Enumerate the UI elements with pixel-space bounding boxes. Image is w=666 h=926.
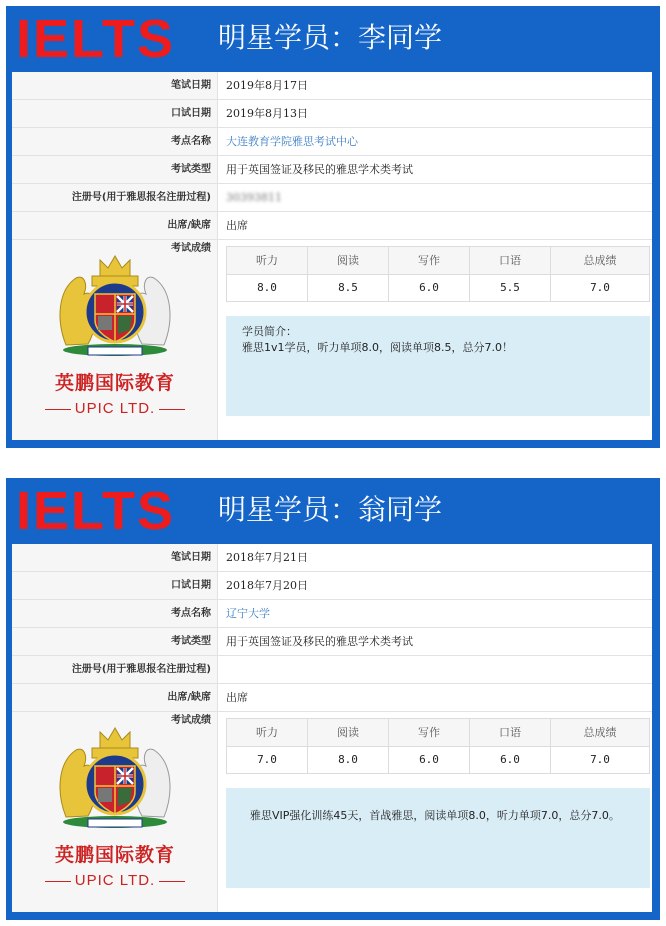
row-registration-number (12, 184, 652, 212)
row-value: 2018年7月20日 (226, 579, 308, 592)
score-header: 阅读 (308, 247, 388, 275)
score-header: 总成绩 (551, 247, 649, 275)
score-overall (551, 247, 649, 301)
row-label: 笔试日期 (12, 72, 218, 99)
student-intro (226, 316, 650, 416)
score-header: 阅读 (308, 719, 388, 747)
ielts-logo: IELTS (16, 481, 176, 541)
card-header (6, 478, 660, 542)
score-writing (389, 247, 470, 301)
brand-chinese: 英鹏国际教育 (54, 372, 175, 394)
row-speaking-date (12, 572, 652, 600)
score-value: 7.0 (590, 753, 610, 766)
score-header: 写作 (389, 247, 469, 275)
row-value: 出席 (226, 219, 248, 232)
intro-text (242, 324, 640, 356)
upic-logo (20, 722, 210, 907)
score-overall (551, 719, 649, 773)
row-label: 考试类型 (12, 628, 218, 655)
row-label: 注册号(用于雅思报名注册过程) (12, 656, 218, 683)
result-table (12, 544, 652, 912)
student-card-1 (6, 6, 660, 448)
score-reading (308, 719, 389, 773)
score-value: 8.5 (338, 281, 358, 294)
score-header: 口语 (470, 719, 550, 747)
score-value: 6.0 (419, 281, 439, 294)
row-label: 口试日期 (12, 572, 218, 599)
score-value: 6.0 (500, 753, 520, 766)
row-value: 2018年7月21日 (226, 551, 308, 564)
registration-number-blurred: 30393811 (226, 191, 282, 204)
score-header: 听力 (227, 719, 307, 747)
score-header: 总成绩 (551, 719, 649, 747)
row-written-date (12, 72, 652, 100)
row-label: 出席/缺席 (12, 684, 218, 711)
score-value: 6.0 (419, 753, 439, 766)
royal-crest-icon (48, 250, 182, 360)
test-centre-link[interactable]: 大连教育学院雅思考试中心 (226, 135, 358, 148)
brand-english (20, 400, 210, 417)
card-header (6, 6, 660, 70)
intro-title: 学员简介： (242, 325, 297, 338)
row-test-centre (12, 128, 652, 156)
brand-english-text: UPIC LTD. (74, 400, 156, 417)
score-label: 考试成绩 (171, 243, 211, 254)
row-value: 2019年8月13日 (226, 107, 308, 120)
row-value: 出席 (226, 691, 248, 704)
row-label: 出席/缺席 (12, 212, 218, 239)
row-test-type (12, 156, 652, 184)
intro-body: 雅思VIP强化训练45天，首战雅思，阅读单项8.0，听力单项7.0，总分7.0。 (250, 809, 620, 822)
student-intro (226, 788, 650, 888)
score-speaking (470, 247, 551, 301)
brand-chinese: 英鹏国际教育 (54, 844, 175, 866)
score-writing (389, 719, 470, 773)
row-label: 口试日期 (12, 100, 218, 127)
score-value: 7.0 (590, 281, 610, 294)
score-reading (308, 247, 389, 301)
row-label: 注册号(用于雅思报名注册过程) (12, 184, 218, 211)
row-label: 考试类型 (12, 156, 218, 183)
score-label: 考试成绩 (171, 715, 211, 726)
test-centre-link[interactable]: 辽宁大学 (226, 607, 270, 620)
row-test-centre (12, 600, 652, 628)
brand-english-text: UPIC LTD. (74, 872, 156, 889)
score-label-column (12, 240, 218, 440)
row-label: 考点名称 (12, 128, 218, 155)
row-label: 笔试日期 (12, 544, 218, 571)
row-registration-number (12, 656, 652, 684)
row-written-date (12, 544, 652, 572)
row-value: 用于英国签证及移民的雅思学术类考试 (226, 635, 413, 648)
row-speaking-date (12, 100, 652, 128)
student-card-2 (6, 478, 660, 920)
upic-logo (20, 250, 210, 435)
intro-text (250, 808, 640, 824)
royal-crest-icon (48, 722, 182, 832)
row-attendance (12, 212, 652, 240)
row-value: 用于英国签证及移民的雅思学术类考试 (226, 163, 413, 176)
row-label: 考点名称 (12, 600, 218, 627)
result-table (12, 72, 652, 440)
score-value: 8.0 (338, 753, 358, 766)
score-grid (226, 718, 650, 774)
student-title: 明星学员：李同学 (218, 21, 443, 54)
score-header: 口语 (470, 247, 550, 275)
score-header: 听力 (227, 247, 307, 275)
row-attendance (12, 684, 652, 712)
score-speaking (470, 719, 551, 773)
brand-english (20, 872, 210, 889)
score-value: 8.0 (257, 281, 277, 294)
score-label-column (12, 712, 218, 912)
score-value: 5.5 (500, 281, 520, 294)
ielts-logo: IELTS (16, 9, 176, 69)
score-grid (226, 246, 650, 302)
row-value: 2019年8月17日 (226, 79, 308, 92)
intro-body: 雅思1v1学员，听力单项8.0，阅读单项8.5，总分7.0！ (242, 341, 513, 354)
score-listening (227, 719, 308, 773)
row-test-type (12, 628, 652, 656)
score-listening (227, 247, 308, 301)
score-header: 写作 (389, 719, 469, 747)
student-title: 明星学员：翁同学 (218, 493, 443, 526)
score-value: 7.0 (257, 753, 277, 766)
